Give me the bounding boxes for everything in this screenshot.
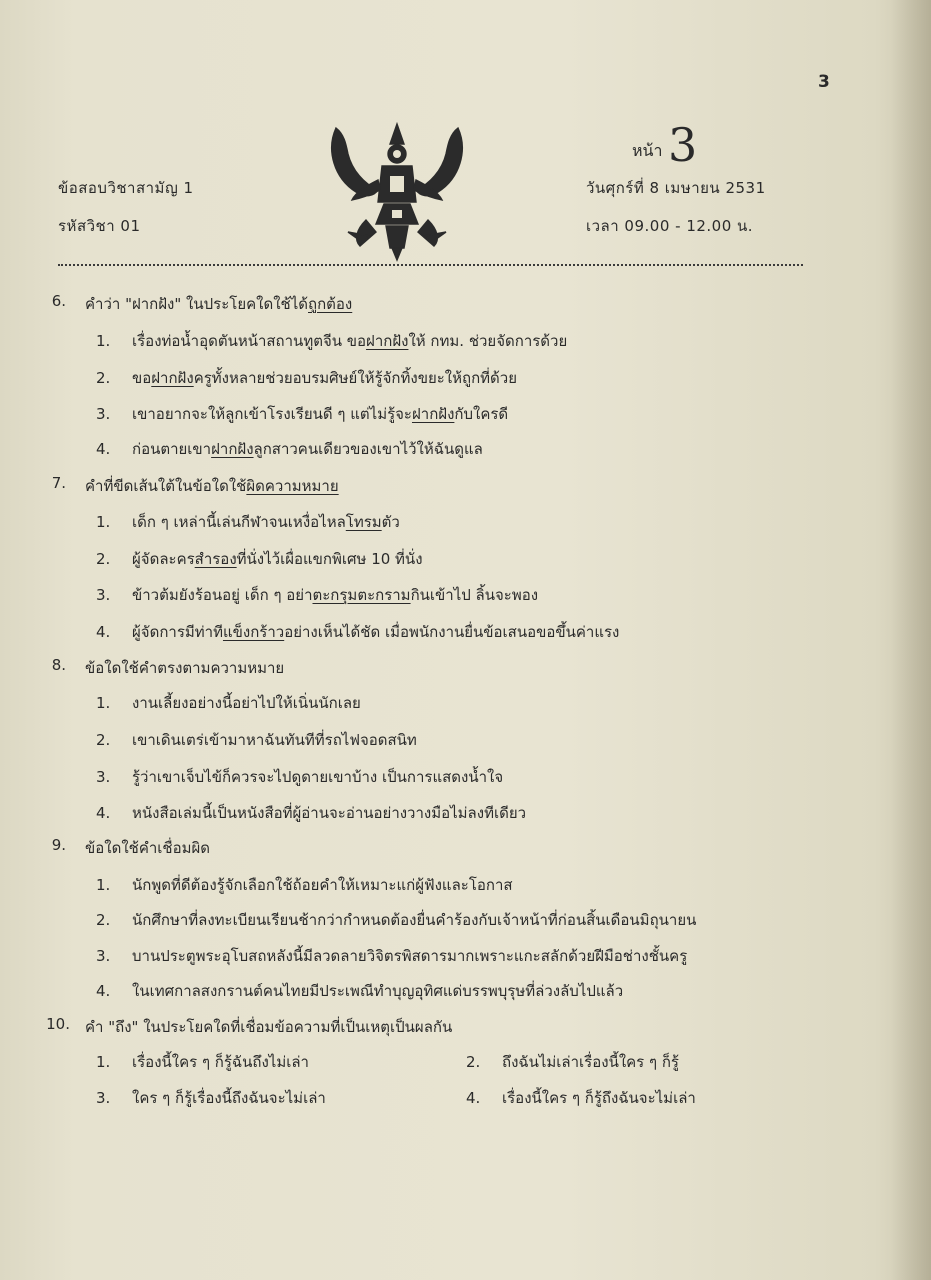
answer-option: 2. ผู้จัดละครสำรองที่นั่งไว้เผื่อแขกพิเศษ 10 ที่นั่ง bbox=[96, 550, 423, 568]
page-number-corner: 3 bbox=[818, 72, 830, 92]
answer-option: 1. เรื่องนี้ใคร ๆ ก็รู้ฉันถึงไม่เล่า bbox=[96, 1053, 309, 1071]
question-number: 7. bbox=[51, 474, 66, 492]
exam-date: วันศุกร์ที่ 8 เมษายน 2531 bbox=[586, 179, 766, 197]
question-text: ข้อใดใช้คำเชื่อมผิด bbox=[85, 839, 211, 857]
answer-option: 2. นักศึกษาที่ลงทะเบียนเรียนช้ากว่ากำหนดต้องยื่นคำร้องกับเจ้าหน้าที่ก่อนสิ้นเดือนมิถุนายน bbox=[96, 911, 697, 929]
question-text: คำที่ขีดเส้นใต้ในข้อใดใช้ผิดความหมาย bbox=[85, 477, 339, 495]
question-number: 6. bbox=[51, 292, 66, 310]
page-number-large: 3 bbox=[668, 118, 698, 172]
answer-option: 4. หนังสือเล่มนี้เป็นหนังสือที่ผู้อ่านจะอ่านอย่างวางมือไม่ลงทีเดียว bbox=[96, 804, 527, 822]
answer-option: 3. ข้าวต้มยังร้อนอยู่ เด็ก ๆ อย่าตะกรุมตะกรามกินเข้าไป ลิ้นจะพอง bbox=[96, 586, 539, 604]
question-number: 10. bbox=[46, 1015, 70, 1033]
answer-option: 4. ในเทศกาลสงกรานต์คนไทยมีประเพณีทำบุญอุทิศแด่บรรพบุรุษที่ล่วงลับไปแล้ว bbox=[96, 982, 624, 1000]
answer-option: 3. รู้ว่าเขาเจ็บไข้ก็ควรจะไปดูดายเขาบ้าง เป็นการแสดงน้ำใจ bbox=[96, 768, 504, 786]
paper-edge-shadow bbox=[891, 0, 931, 1280]
answer-option: 1. นักพูดที่ดีต้องรู้จักเลือกใช้ถ้อยคำให้เหมาะแก่ผู้ฟังและโอกาส bbox=[96, 876, 513, 894]
garuda-emblem-icon bbox=[326, 120, 468, 262]
answer-option: 4. ก่อนตายเขาฝากฝังลูกสาวคนเดียวของเขาไว้ให้ฉันดูแล bbox=[96, 440, 483, 458]
answer-option: 3. ใคร ๆ ก็รู้เรื่องนี้ถึงฉันจะไม่เล่า bbox=[96, 1089, 326, 1107]
answer-option: 2. ถึงฉันไม่เล่าเรื่องนี้ใคร ๆ ก็รู้ bbox=[466, 1053, 679, 1071]
subject-code: รหัสวิชา 01 bbox=[58, 217, 141, 235]
answer-option: 2. เขาเดินเตร่เข้ามาหาฉันทันทีที่รถไฟจอดสนิท bbox=[96, 731, 417, 749]
answer-option: 1. เรื่องท่อน้ำอุดตันหน้าสถานทูตจีน ขอฝากฝังให้ กทม. ช่วยจัดการด้วย bbox=[96, 332, 568, 350]
question-number: 8. bbox=[51, 656, 66, 674]
answer-option: 1. เด็ก ๆ เหล่านี้เล่นกีฬาจนเหงื่อไหลโทรมตัว bbox=[96, 513, 400, 531]
answer-option: 4. เรื่องนี้ใคร ๆ ก็รู้ถึงฉันจะไม่เล่า bbox=[466, 1089, 696, 1107]
page-label: หน้า bbox=[632, 141, 663, 160]
exam-title: ข้อสอบวิชาสามัญ 1 bbox=[58, 179, 194, 197]
answer-option: 2. ขอฝากฝังครูทั้งหลายช่วยอบรมศิษย์ให้รู้จักทิ้งขยะให้ถูกที่ด้วย bbox=[96, 369, 518, 387]
answer-option: 1. งานเลี้ยงอย่างนี้อย่าไปให้เนิ่นนักเลย bbox=[96, 694, 361, 712]
header-divider bbox=[58, 264, 803, 266]
answer-option: 4. ผู้จัดการมีท่าทีแข็งกร้าวอย่างเห็นได้ชัด เมื่อพนักงานยื่นข้อเสนอขอขึ้นค่าแรง bbox=[96, 623, 620, 641]
question-text: ข้อใดใช้คำตรงตามความหมาย bbox=[85, 659, 285, 677]
answer-option: 3. บานประตูพระอุโบสถหลังนี้มีลวดลายวิจิตรพิสดารมากเพราะแกะสลักด้วยฝีมือช่างชั้นครู bbox=[96, 947, 688, 965]
question-text: คำ "ถึง" ในประโยคใดที่เชื่อมข้อความที่เป็นเหตุเป็นผลกัน bbox=[85, 1018, 453, 1036]
exam-time: เวลา 09.00 - 12.00 น. bbox=[586, 217, 754, 235]
answer-option: 3. เขาอยากจะให้ลูกเข้าโรงเรียนดี ๆ แต่ไม่รู้จะฝากฝังกับใครดี bbox=[96, 405, 509, 423]
question-number: 9. bbox=[51, 836, 66, 854]
question-text: คำว่า "ฝากฝัง" ในประโยคใดใช้ได้ถูกต้อง bbox=[85, 295, 353, 313]
